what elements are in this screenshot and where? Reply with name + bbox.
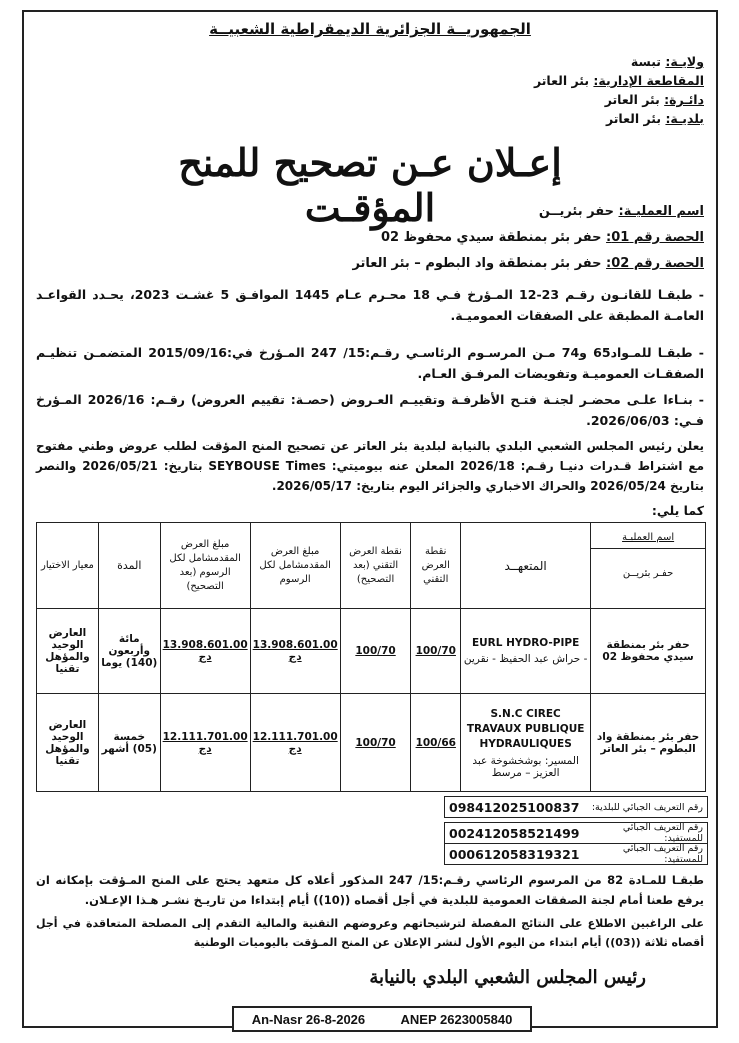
row1-tech-score-corrected: 100/70 — [340, 609, 411, 694]
results-table — [36, 522, 706, 792]
commune-value: بئر العاتر — [605, 111, 662, 126]
anep-ref: ANEP 2623005840 — [400, 1011, 513, 1027]
table-header-row — [37, 523, 706, 609]
operation-name-key: اسم العمليـة: — [618, 204, 704, 219]
newspaper-ref: An-Nasr 26-8-2026 — [251, 1011, 366, 1027]
row1-operation: حفر بئر بمنطقة سيدي محفوظ 02 — [591, 609, 706, 694]
row1-criterion: العارض الوحيد والمؤهل تقنيا — [37, 609, 99, 694]
district-value: بئر العاتر — [533, 73, 590, 88]
row2-operation: حفر بئر بمنطقة واد البطوم – بئر العاتر — [591, 694, 706, 792]
row1-bidder: EURL HYDRO-PIPE - حراش عبد الحفيظ - نقرين — [461, 609, 591, 694]
bidder1-fiscal-id: رقم التعريف الجبائي للمستفيد: 002412058521499 — [445, 823, 707, 844]
operation-name-value: حفر بئريــن — [538, 204, 614, 219]
daira-value: بئر العاتر — [604, 92, 660, 107]
bidder-fiscal-ids — [444, 822, 708, 865]
th-bidder: المتعهــد — [461, 523, 591, 609]
row2-tech-score-corrected: 100/70 — [340, 694, 411, 792]
lot2-value: حفر بئر بمنطقة واد البطوم – بئر العاتر — [352, 256, 602, 271]
th-amount-corrected: مبلغ العرض المقدمشامل لكل الرسوم (بعد التصحيح) — [160, 523, 250, 609]
lot1-value: حفر بئر بمنطقة سيدي محفوظ 02 — [380, 230, 602, 245]
signature: رئيس المجلس الشعبي البلدي بالنيابة — [369, 967, 646, 988]
th-operation: اسم العمليـة حفـر بئريــن — [591, 523, 706, 609]
row1-amount-corrected: 13.908.601.00 دج — [160, 609, 250, 694]
table-row — [37, 609, 706, 694]
th-criterion: معيار الاختيار — [37, 523, 99, 609]
wilaya-line — [631, 54, 704, 69]
district-key: المقاطعة الإدارية: — [593, 73, 704, 88]
operation-name-line — [539, 204, 704, 219]
announcement-page — [22, 10, 718, 1028]
th-tech-score: نقطة العرض التقني — [411, 523, 461, 609]
bidder2-fiscal-id: رقم التعريف الجبائي للمستفيد: 000612058319321 — [449, 843, 703, 865]
announcement-body: يعلن رئيس المجلس الشعبي البلدي بالنيابة لبلدية بئر العاتر عن تصحيح المنح المؤقت لطلب عروض وطني مفتوح مع اشتراط قـدرات دنيـا رقـم: 2026/18 المعلن عنه بيوميتي: SEYBOUSE Times بتاريخ: 2026/05/21 والنصر بتاريخ 2026/05/24 والحراك الاخباري والجزائر اليوم بتاريخ: 2026/05/17. — [36, 439, 704, 493]
daira-line — [605, 92, 704, 107]
daira-key: دائـرة: — [664, 92, 704, 107]
row2-criterion: العارض الوحيد والمؤهل تقنيا — [37, 694, 99, 792]
announcement-title: إعـلان عـن تصحيح للمنح المؤقـت — [178, 140, 562, 230]
th-amount: مبلغ العرض المقدمشامل لكل الرسوم — [250, 523, 340, 609]
appeal-notice: طبقـا للمـادة 82 من المرسوم الرئاسي رقـم:15/ 247 المذكور أعلاه كل متعهد يحتج على المنح المـؤقت بإمكانه ان يرفع طعنا أمام لجنة الصفقات العمومية للبلدية في أجل أقصاه ((10)) أيام إبتداءا من تاريـخ نشـر هـذا الإعـلان. — [36, 873, 704, 907]
lot1-line — [381, 230, 704, 245]
as-follows: كما يلي: — [651, 503, 704, 518]
th-tech-score-corrected: نقطة العرض التقني (بعد التصحيح) — [340, 523, 411, 609]
lot2-key: الحصة رقم 02: — [606, 256, 704, 271]
lot1-key: الحصة رقم 01: — [606, 230, 704, 245]
row1-amount: 13.908.601.00 دج — [250, 609, 340, 694]
row2-amount: 12.111.701.00 دج — [250, 694, 340, 792]
legal-basis-3: - بنـاءا علـى محضـر لجنـة فتـح الأظرفـة وتقييـم العـروض (حصـة: تقييم العروض) رقـم: 2026/16 المـؤرخ فـي: 2026/06/03. — [36, 392, 704, 428]
consultation-notice: على الراغبين الاطلاع على النتائج المفصلة لترشيحاتهم وعروضهم التقنية والمالية التقدم إلى المصلحة المتعاقدة في أجل أقصاه ثلاثة ((03)) أيام ابتداء من اليوم الأول لنشر الإعلان عن المنح المـؤقت باليوميات الوطنية — [36, 917, 704, 949]
row2-bidder: S.N.C CIREC TRAVAUX PUBLIQUE HYDRAULIQUES المسير: بوشخشوخة عبد العزيز – مرسط — [461, 694, 591, 792]
commune-line — [606, 111, 704, 126]
row1-tech-score: 100/70 — [411, 609, 461, 694]
row2-amount-corrected: 12.111.701.00 دج — [160, 694, 250, 792]
row1-duration: مائة وأربعون (140) يوما — [98, 609, 160, 694]
commune-fiscal-id: رقم التعريف الجبائي للبلدية: 098412025100837 — [444, 796, 708, 818]
publication-footer — [232, 1006, 532, 1032]
legal-basis-2: - طبقـا للمـواد65 و74 مـن المرسـوم الرئاسـي رقـم:15/ 247 المـؤرخ في:2015/09/16 المتضمـن تنظيـم الصفقـات العموميـة وتفويضات المرفـق العـام. — [36, 345, 704, 381]
row2-tech-score: 100/66 — [411, 694, 461, 792]
row2-duration: خمسة (05) أشهر — [98, 694, 160, 792]
wilaya-key: ولايـة: — [665, 54, 704, 69]
district-line — [534, 73, 704, 88]
republic-header: الجمهوريــة الجزائرية الديمقراطية الشعبيــة — [209, 20, 531, 38]
table-row — [37, 694, 706, 792]
legal-basis-1: - طبقـا للقانـون رقـم 23-12 المـؤرخ فـي 18 محـرم عـام 1445 الموافـق 5 غشـت 2023، يحـدد القواعـد العامـة المطبقة على الصفقات العموميـة. — [36, 287, 704, 323]
commune-key: بلديـة: — [665, 111, 704, 126]
th-duration: المدة — [98, 523, 160, 609]
wilaya-value: تبسة — [630, 54, 662, 69]
lot2-line — [352, 256, 704, 271]
